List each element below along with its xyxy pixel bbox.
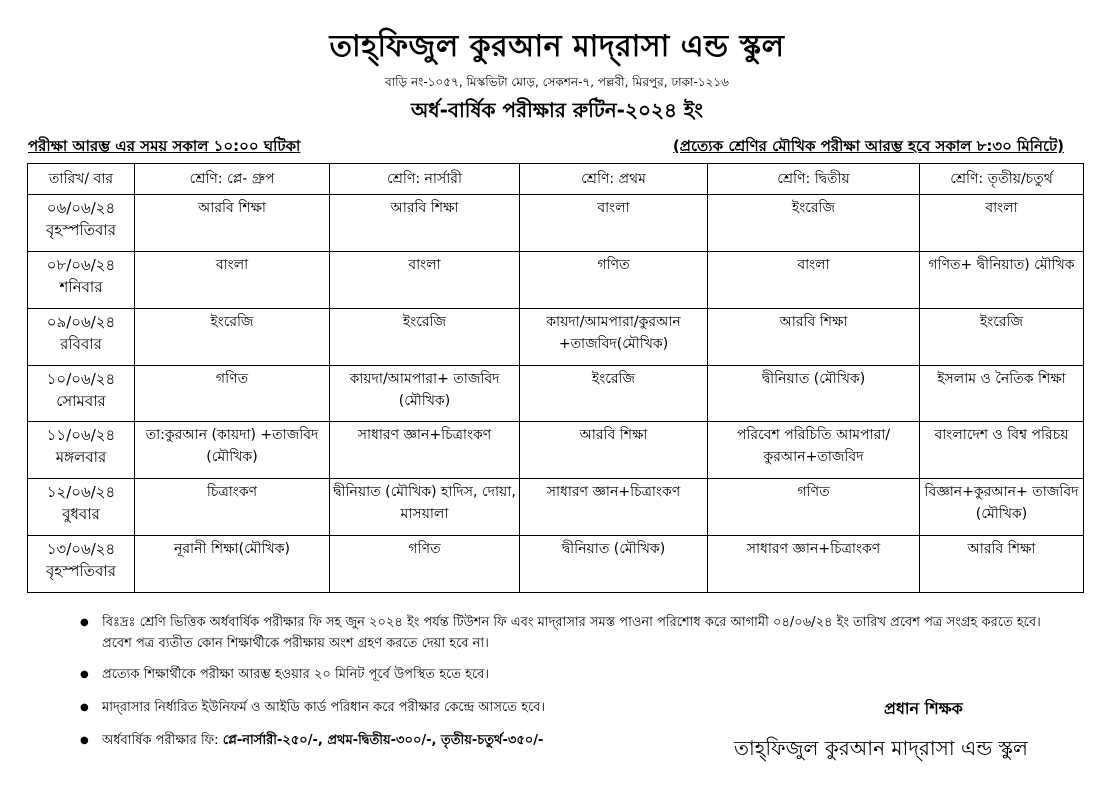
table-row: [28, 365, 1084, 422]
exam-date: ০৯/০৬/২৪: [46, 312, 116, 331]
subject-cell: আরবি শিক্ষা: [708, 308, 920, 365]
subject-cell: বাংলা: [708, 251, 920, 308]
exam-routine-table: [27, 163, 1084, 593]
subject-cell: আরবি শিক্ষা: [520, 422, 708, 479]
exam-day: বৃহস্পতিবার: [46, 221, 116, 239]
subject-cell: নূরানী শিক্ষা(মৌখিক): [135, 536, 330, 593]
subject-cell: ইসলাম ও নৈতিক শিক্ষা: [920, 365, 1084, 422]
header-class-two: শ্রেণি: দ্বিতীয়: [708, 164, 920, 195]
subject-cell: ইংরেজি: [330, 308, 520, 365]
subject-cell: সাধারণ জ্ঞান+চিত্রাংকণ: [330, 422, 520, 479]
exam-start-time: পরীক্ষা আরম্ভ এর সময় সকাল ১০:০০ ঘটিকা: [28, 137, 301, 155]
subject-cell: বাংলা: [920, 195, 1084, 252]
fee-label: অর্ধবার্ষিক পরীক্ষার ফি:: [102, 733, 219, 748]
subject-cell: বাংলা: [520, 195, 708, 252]
notice-arrival-time: ● প্রত্যেক শিক্ষার্থীকে পরীক্ষা আরম্ভ হওয়ার ২০ মিনিট পূর্বে উপস্থিত হতে হবে।: [80, 664, 1070, 685]
date-cell: [28, 536, 135, 593]
table-row: [28, 422, 1084, 479]
subject-cell: গণিত: [708, 479, 920, 536]
table-row: [28, 251, 1084, 308]
subject-cell: গণিত: [330, 536, 520, 593]
page-title: তাহ্‌ফিজুল কুরআন মাদ্‌রাসা এন্ড স্কুল: [329, 29, 785, 64]
subject-cell: সাধারণ জ্ঞান+চিত্রাংকণ: [708, 536, 920, 593]
exam-date: ১২/০৬/২৪: [46, 483, 116, 502]
table-row: [28, 479, 1084, 536]
header-nursery: শ্রেণি: নার্সারী: [330, 164, 520, 195]
subject-cell: আরবি শিক্ষা: [330, 195, 520, 252]
table-row: [28, 308, 1084, 365]
oral-exam-time: (প্রত্যেক শ্রেণির মৌখিক পরীক্ষা আরম্ভ হবে সকাল ৮:৩০ মিনিটে): [672, 137, 1064, 155]
header-class-three-four: শ্রেণি: তৃতীয়/চতুর্থ: [920, 164, 1084, 195]
subject-cell: ইংরেজি: [135, 308, 330, 365]
date-cell: [28, 479, 135, 536]
subject-cell: আরবি শিক্ষা: [920, 536, 1084, 593]
exam-day: রবিবার: [60, 334, 102, 353]
subject-cell: কায়দা/আমপারা+ তাজবিদ (মৌখিক): [330, 365, 520, 422]
subject-cell: পরিবেশ পরিচিতি আমপারা/কুরআন+তাজবিদ: [708, 422, 920, 479]
subject-cell: ইংরেজি: [708, 195, 920, 252]
date-cell: [28, 251, 135, 308]
subject-cell: তা:কুরআন (কায়দা) +তাজবিদ (মৌখিক): [135, 422, 330, 479]
header-date-day: তারিখ/ বার: [28, 164, 135, 195]
date-cell: [28, 365, 135, 422]
exam-day: সোমবার: [56, 391, 106, 410]
headmaster-designation: প্রধান শিক্ষক: [884, 699, 963, 718]
header-class-one: শ্রেণি: প্রথম: [520, 164, 708, 195]
subject-cell: চিত্রাংকণ: [135, 479, 330, 536]
routine-title: অর্ধ-বার্ষিক পরীক্ষার রুটিন-২০২৪ ইং: [411, 98, 703, 122]
subject-cell: বিজ্ঞান+কুরআন+ তাজবিদ (মৌখিক): [920, 479, 1084, 536]
notice-fee-payment: ● বিঃদ্রঃ শ্রেণি ভিত্তিক অর্ধবার্ষিক পরীক্ষার ফি সহ জুন ২০২৪ ইং পর্যন্ত টিউশন ফি এবং মাদ্‌রাসার সমস্ত পাওনা পরিশোধ করে আগামী ০৪/০৬/২৪ ইং তারিখ প্রবেশ পত্র সংগ্রহ করতে হবে। প্রবেশ পত্র ব্যতীত কোন শিক্ষার্থীকে পরীক্ষায় অংশ গ্রহণ করতে দেয়া হবে না।: [80, 612, 1070, 654]
subject-cell: ইংরেজি: [920, 308, 1084, 365]
subject-cell: দ্বীনিয়াত (মৌখিক): [520, 536, 708, 593]
table-header-row: [28, 164, 1084, 195]
exam-day: বৃহস্পতিবার: [46, 562, 116, 581]
subject-cell: সাধারণ জ্ঞান+চিত্রাংকণ: [520, 479, 708, 536]
exam-day: মঙ্গলবার: [55, 448, 107, 467]
exam-date: ০৬/০৬/২৪: [46, 199, 116, 217]
subject-cell: গণিত+ দ্বীনিয়াত) মৌখিক: [920, 251, 1084, 308]
fee-values: প্লে-নার্সারী-২৫০/-, প্রথম-দ্বিতীয়-৩০০/-, তৃতীয়-চতুর্থ-৩৫০/-: [222, 733, 544, 748]
signature-school-name: তাহ্‌ফিজুল কুরআন মাদ্‌রাসা এন্ড স্কুল: [734, 736, 1028, 760]
exam-date: ১৩/০৬/২৪: [46, 540, 116, 559]
exam-date: ১১/০৬/২৪: [46, 426, 116, 445]
exam-date: ১০/০৬/২৪: [46, 369, 116, 388]
school-address: বাড়ি নং-১০৫৭, মিস্কভিটা মোড়, সেকশন-৭, পল্লবী, মিরপুর, ঢাকা-১২১৬: [385, 75, 729, 89]
date-cell: [28, 422, 135, 479]
subject-cell: দ্বীনিয়াত (মৌখিক): [708, 365, 920, 422]
notice-uniform: ● মাদ্‌রাসার নির্ধারিত ইউনিফর্ম ও আইডি কার্ড পরিধান করে পরীক্ষার কেন্দ্রে আসতে হবে।: [80, 697, 1070, 718]
header-play-group: শ্রেণি: প্লে- গ্রুপ: [135, 164, 330, 195]
subject-cell: দ্বীনিয়াত (মৌখিক) হাদিস, দোয়া, মাসয়ালা: [330, 479, 520, 536]
table-row: [28, 195, 1084, 252]
date-cell: [28, 308, 135, 365]
subject-cell: বাংলা: [135, 251, 330, 308]
table-row: [28, 536, 1084, 593]
exam-date: ০৮/০৬/২৪: [46, 255, 116, 274]
subject-cell: বাংলা: [330, 251, 520, 308]
subject-cell: আরবি শিক্ষা: [135, 195, 330, 252]
notice-list: [80, 612, 1070, 751]
subject-cell: বাংলাদেশ ও বিশ্ব পরিচয়: [920, 422, 1084, 479]
date-cell: [28, 195, 135, 252]
subject-cell: কায়দা/আমপারা/কুরআন +তাজবিদ(মৌখিক): [520, 308, 708, 365]
exam-day: শনিবার: [59, 277, 103, 296]
subject-cell: গণিত: [135, 365, 330, 422]
subject-cell: গণিত: [520, 251, 708, 308]
exam-day: বুধবার: [62, 505, 100, 524]
subject-cell: ইংরেজি: [520, 365, 708, 422]
